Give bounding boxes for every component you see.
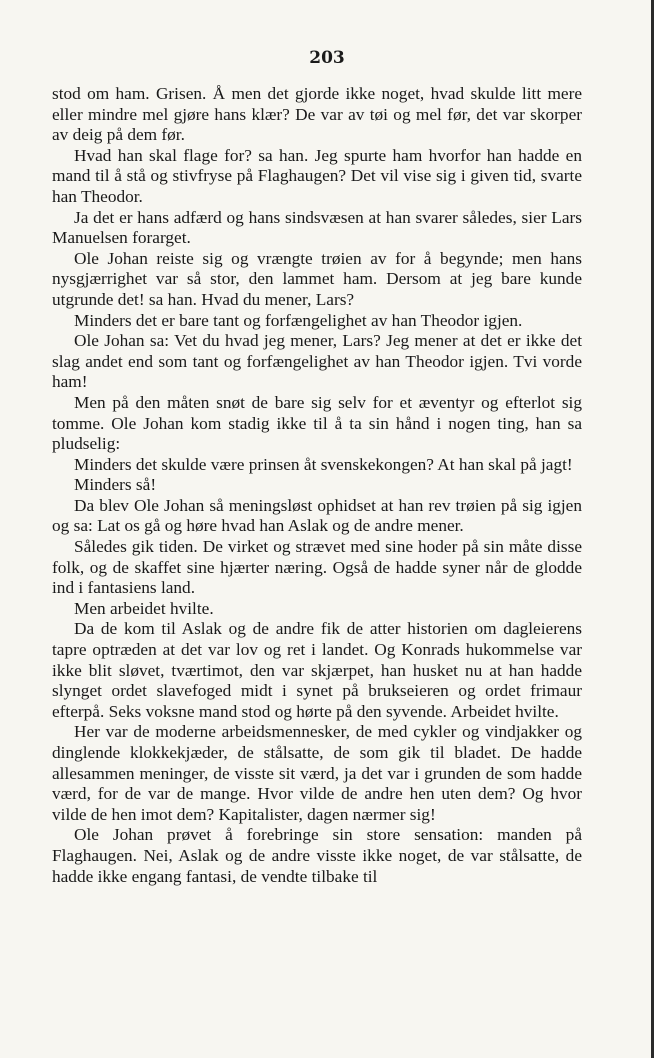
paragraph-13: Da de kom til Aslak og de andre fik de atter historien om dagleierens tapre optræden at det var lov og ret i landet. Og Konrads hukommelse var ikke blit sløvet, tværtimot, den var skjærpet, han husket nu at han hadde slynget ordet slavefoged midt i synet på brukseieren og ordet frimaur efterpå. Seks voksne mand stod og hørte på den syvende. Arbeidet hvilte.	[52, 619, 582, 721]
paragraph-3: Ja det er hans adfærd og hans sindsvæsen at han svarer således, sier Lars Manuelsen forarget.	[52, 207, 582, 248]
paragraph-1: stod om ham. Grisen. Å men det gjorde ikke noget, hvad skulde litt mere eller mindre mel gjøre hans klær? De var av tøi og mel før, det var skorper av deig på dem før.	[52, 84, 582, 145]
body-text	[52, 84, 582, 887]
paragraph-4: Ole Johan reiste sig og vrængte trøien av for å begynde; men hans nysgjærrighet var så stor, den lammet ham. Dersom at jeg bare kunde utgrunde det! sa han. Hvad du mener, Lars?	[52, 248, 582, 309]
paragraph-5: Minders det er bare tant og forfængelighet av han Theodor igjen.	[74, 310, 523, 330]
paragraph-2: Hvad han skal flage for? sa han. Jeg spurte ham hvorfor han hadde en mand til å stå og stivfryse på Flaghaugen? Det vil vise sig i given tid, svarte han Theodor.	[52, 145, 582, 206]
paragraph-15: Ole Johan prøvet å forebringe sin store sensation: manden på Flaghaugen. Nei, Aslak og de andre visste ikke noget, de var stålsatte, de hadde ikke engang fantasi, de vendte tilbake til	[52, 825, 582, 886]
paragraph-10: Da blev Ole Johan så meningsløst ophidset at han rev trøien på sig igjen og sa: Lat os gå og høre hvad han Aslak og de andre mener.	[52, 495, 582, 536]
paragraph-11: Således gik tiden. De virket og strævet med sine hoder på sin måte disse folk, og de skaffet sine hjærter næring. Også de hadde syner når de glodde ind i fantasiens land.	[52, 537, 582, 598]
paragraph-6: Ole Johan sa: Vet du hvad jeg mener, Lars? Jeg mener at det er ikke det slag andet end som tant og forfængelighet av han Theodor igjen. Tvi vorde ham!	[52, 331, 582, 392]
paragraph-7: Men på den måten snøt de bare sig selv for et æventyr og efterlot sig tomme. Ole Johan kom stadig ikke til å ta sin hånd i nogen ting, han sa pludselig:	[52, 392, 582, 454]
paragraph-9: Minders så!	[74, 475, 157, 495]
paragraph-14: Her var de moderne arbeidsmennesker, de med cykler og vindjakker og dinglende klokkekjæder, de stålsatte, de som gik til bladet. De hadde allesammen meninger, de visste sit værd, ja det var i grunden de som hadde værd, for de var de mange. Hvor vilde de andre hen uten dem? Og hvor vilde de hen imot dem? Kapitalister, dagen nærmer sig!	[52, 722, 582, 824]
page-number: 203	[309, 48, 345, 68]
paragraph-8: Minders det skulde være prinsen åt svenskekongen? At han skal på jagt!	[74, 454, 573, 474]
paragraph-12: Men arbeidet hvilte.	[74, 598, 214, 618]
